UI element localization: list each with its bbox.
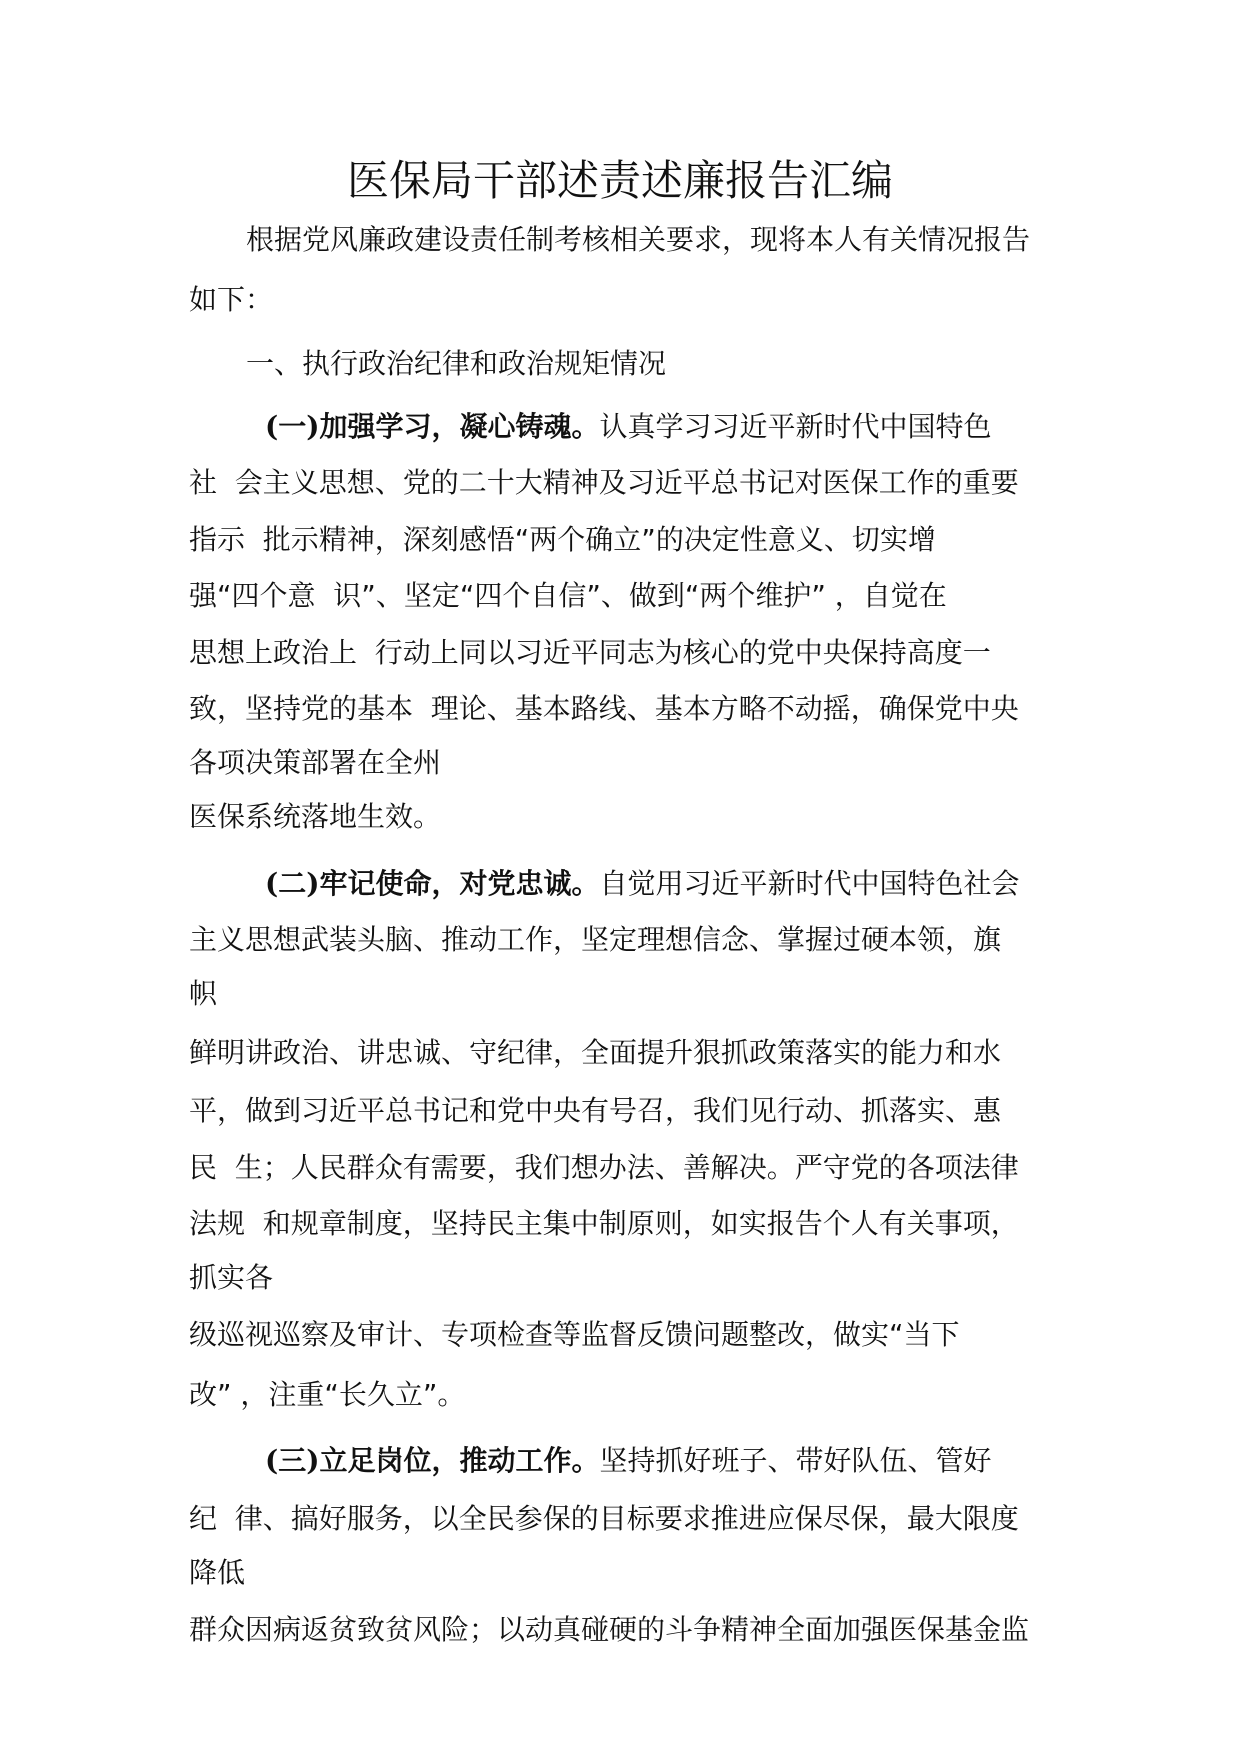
- section-2-line: 帜: [189, 977, 218, 1010]
- section-1-line: 各项决策部署在全州: [189, 746, 442, 779]
- section-3-lead-text: 坚持抓好班子、带好队伍、管好: [599, 1444, 992, 1477]
- section-3-line: 纪 律、搞好服务，以全民参保的目标要求推进应保尽保，最大限度: [189, 1502, 1019, 1535]
- section-1-line: 社 会主义思想、党的二十大精神及习近平总书记对医保工作的重要: [189, 466, 1019, 499]
- section-1-line: 医保系统落地生效。: [189, 800, 442, 833]
- section-3-first-line: [265, 1443, 992, 1479]
- section-1-line: 指示 批示精神，深刻感悟“两个确立”的决定性意义、切实增: [189, 523, 936, 556]
- section-2-line: 平，做到习近平总书记和党中央有号召，我们见行动、抓落实、惠: [189, 1094, 1002, 1127]
- intro-line-1: 根据党风廉政建设责任制考核相关要求，现将本人有关情况报告: [246, 223, 1031, 256]
- section-2-line: 法规 和规章制度，坚持民主集中制原则，如实报告个人有关事项，: [189, 1207, 1019, 1240]
- section-1-heading: (一)加强学习，凝心铸魂。: [265, 410, 600, 443]
- section-1-line: 强“四个意 识”、坚定“四个自信”、做到“两个维护” ，自觉在: [189, 579, 947, 612]
- section-1-line: 思想上政治上 行动上同以习近平同志为核心的党中央保持高度一: [189, 636, 991, 669]
- section-1-line: 致，坚持党的基本 理论、基本路线、基本方略不动摇，确保党中央: [189, 692, 1019, 725]
- section-1-first-line: [265, 409, 992, 445]
- section-3-line: 降低: [189, 1556, 246, 1589]
- section-2-line: 改” ，注重“长久立”。: [189, 1378, 466, 1411]
- section-2-line: 主义思想武装头脑、推动工作，坚定理想信念、掌握过硬本领，旗: [189, 923, 1002, 956]
- section-2-first-line: [265, 866, 1020, 902]
- section-1-lead-text: 认真学习习近平新时代中国特色: [599, 410, 992, 443]
- section-2-lead-text: 自觉用习近平新时代中国特色社会: [599, 867, 1020, 900]
- section-2-line: 级巡视巡察及审计、专项检查等监督反馈问题整改，做实“当下: [189, 1318, 960, 1351]
- section-2-line: 民 生；人民群众有需要，我们想办法、善解决。严守党的各项法律: [189, 1151, 1019, 1184]
- section-2-heading: (二)牢记使命，对党忠诚。: [265, 867, 600, 900]
- section-2-line: 抓实各: [189, 1261, 274, 1294]
- section-2-line: 鲜明讲政治、讲忠诚、守纪律，全面提升狠抓政策落实的能力和水: [189, 1036, 1002, 1069]
- document-title: 医保局干部述责述廉报告汇编: [346, 156, 893, 205]
- part-heading: 一、执行政治纪律和政治规矩情况: [246, 347, 667, 380]
- section-3-line: 群众因病返贫致贫风险；以动真碰硬的斗争精神全面加强医保基金监: [189, 1613, 1030, 1646]
- section-3-heading: (三)立足岗位，推动工作。: [265, 1444, 600, 1477]
- intro-line-2: 如下：: [189, 283, 274, 316]
